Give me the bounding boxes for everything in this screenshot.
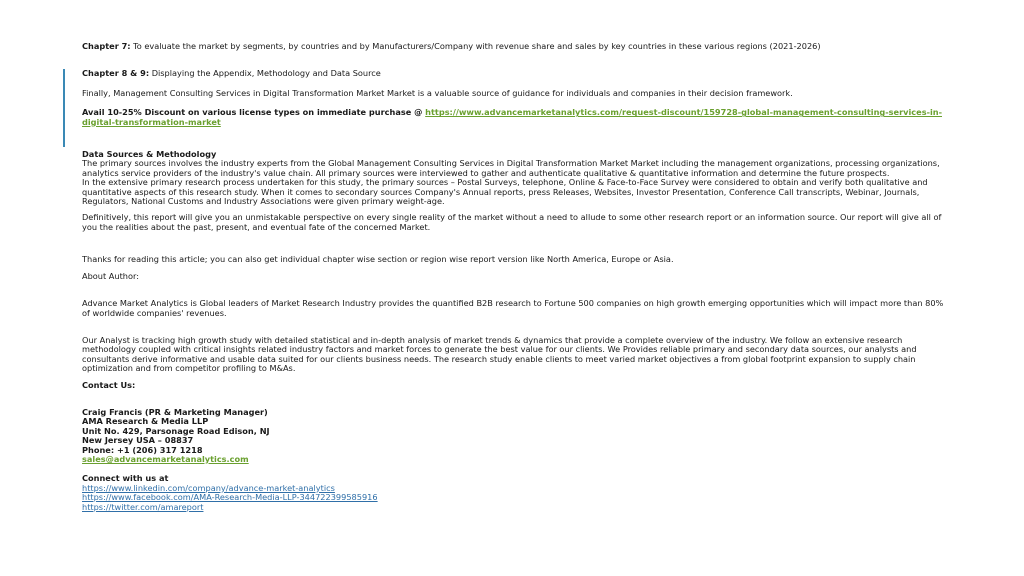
chapter-8-9-label: Chapter 8 & 9: (82, 68, 150, 79)
finally-paragraph: Finally, Management Consulting Services in Digital Transformation Market Market is a valuable source of guidance for individuals and companies in their decision framework. (82, 87, 793, 98)
chapter-8-9-paragraph (82, 69, 948, 78)
discount-paragraph (82, 108, 948, 127)
chapter-7-text: To evaluate the market by segments, by countries and by Manufacturers/Company with revenue share and sales by key countries in these various regions (2021-2026) (130, 41, 821, 51)
data-sources-title: Data Sources & Methodology (82, 149, 217, 160)
contact-company: AMA Research & Media LLP (82, 416, 209, 427)
about-author-label: About Author: (82, 270, 139, 281)
twitter-link[interactable]: https://twitter.com/amareport (82, 501, 204, 512)
chapter-7-label: Chapter 7: (82, 41, 131, 51)
data-sources-para-1: The primary sources involves the industry experts from the Global Management Consulting Services in Digital Transformation Market Market including the management organizations, processing organizations, analytics service providers of the industry's value chain. All primary sources were interviewed to gather and authenticate qualitative & quantitative information and determine the future prospects. (82, 158, 940, 178)
contact-title: Contact Us: (82, 379, 136, 390)
data-sources-para-2: In the extensive primary research process undertaken for this study, the primary sources – Postal Surveys, telephone, Online & Face-to-Face Survey were considered to obtain and verify both qualitative and quantitative aspects of this research study. When it comes to secondary sources Company's Annual reports, press Releases, Websites, Investor Presentation, Conference Call transcripts, Webinar, Journals, Regulators, National Customs and Industry Associations were given primary weight-age. (82, 177, 928, 207)
facebook-link[interactable]: https://www.facebook.com/AMA-Research-Media-LLP-344722399585916 (82, 492, 378, 503)
contact-name: Craig Francis (PR & Marketing Manager) (82, 406, 268, 417)
discount-link[interactable]: https://www.advancemarketanalytics.com/request-discount/159728-global-management-consulting-services-in-digital-transformation-market (82, 107, 942, 127)
contact-address-1: Unit No. 429, Parsonage Road Edison, NJ (82, 425, 270, 436)
accent-bar (63, 69, 65, 147)
contact-phone: Phone: +1 (206) 317 1218 (82, 444, 203, 455)
connect-title: Connect with us at (82, 473, 169, 484)
document-page (82, 42, 948, 512)
contact-email-link[interactable]: sales@advancemarketanalytics.com (82, 453, 249, 464)
analyst-paragraph: Our Analyst is tracking high growth study with detailed statistical and in-depth analysis of market trends & dynamics that provide a complete overview of the industry. We follow an extensive research methodology coupled with critical insights related industry factors and market forces to generate the best value for our clients. We Provides reliable primary and secondary data sources, our analysts and consultants derive informative and usable data suited for our clients business needs. The research study enable clients to meet varied market objectives a from global footprint expansion to supply chain optimization and from competitor profiling to M&As. (82, 334, 917, 374)
contact-address-2: New Jersey USA – 08837 (82, 435, 194, 446)
about-paragraph: Advance Market Analytics is Global leaders of Market Research Industry provides the quantified B2B research to Fortune 500 companies on high growth emerging opportunities which will impact more than 80% of worldwide companies' revenues. (82, 298, 944, 318)
definitively-paragraph: Definitively, this report will give you an unmistakable perspective on every single reality of the market without a need to allude to some other research report or an information source. Our report will give all of you the realities about the past, present, and eventual fate of the concerned Market. (82, 212, 942, 232)
chapter-7-paragraph (82, 42, 948, 51)
discount-label: Avail 10-25% Discount on various license types on immediate purchase @ (82, 107, 426, 118)
linkedin-link[interactable]: https://www.linkedin.com/company/advance-market-analytics (82, 482, 335, 493)
thanks-paragraph: Thanks for reading this article; you can also get individual chapter wise section or region wise report version like North America, Europe or Asia. (82, 254, 674, 265)
chapter-8-9-text: Displaying the Appendix, Methodology and Data Source (149, 68, 381, 79)
